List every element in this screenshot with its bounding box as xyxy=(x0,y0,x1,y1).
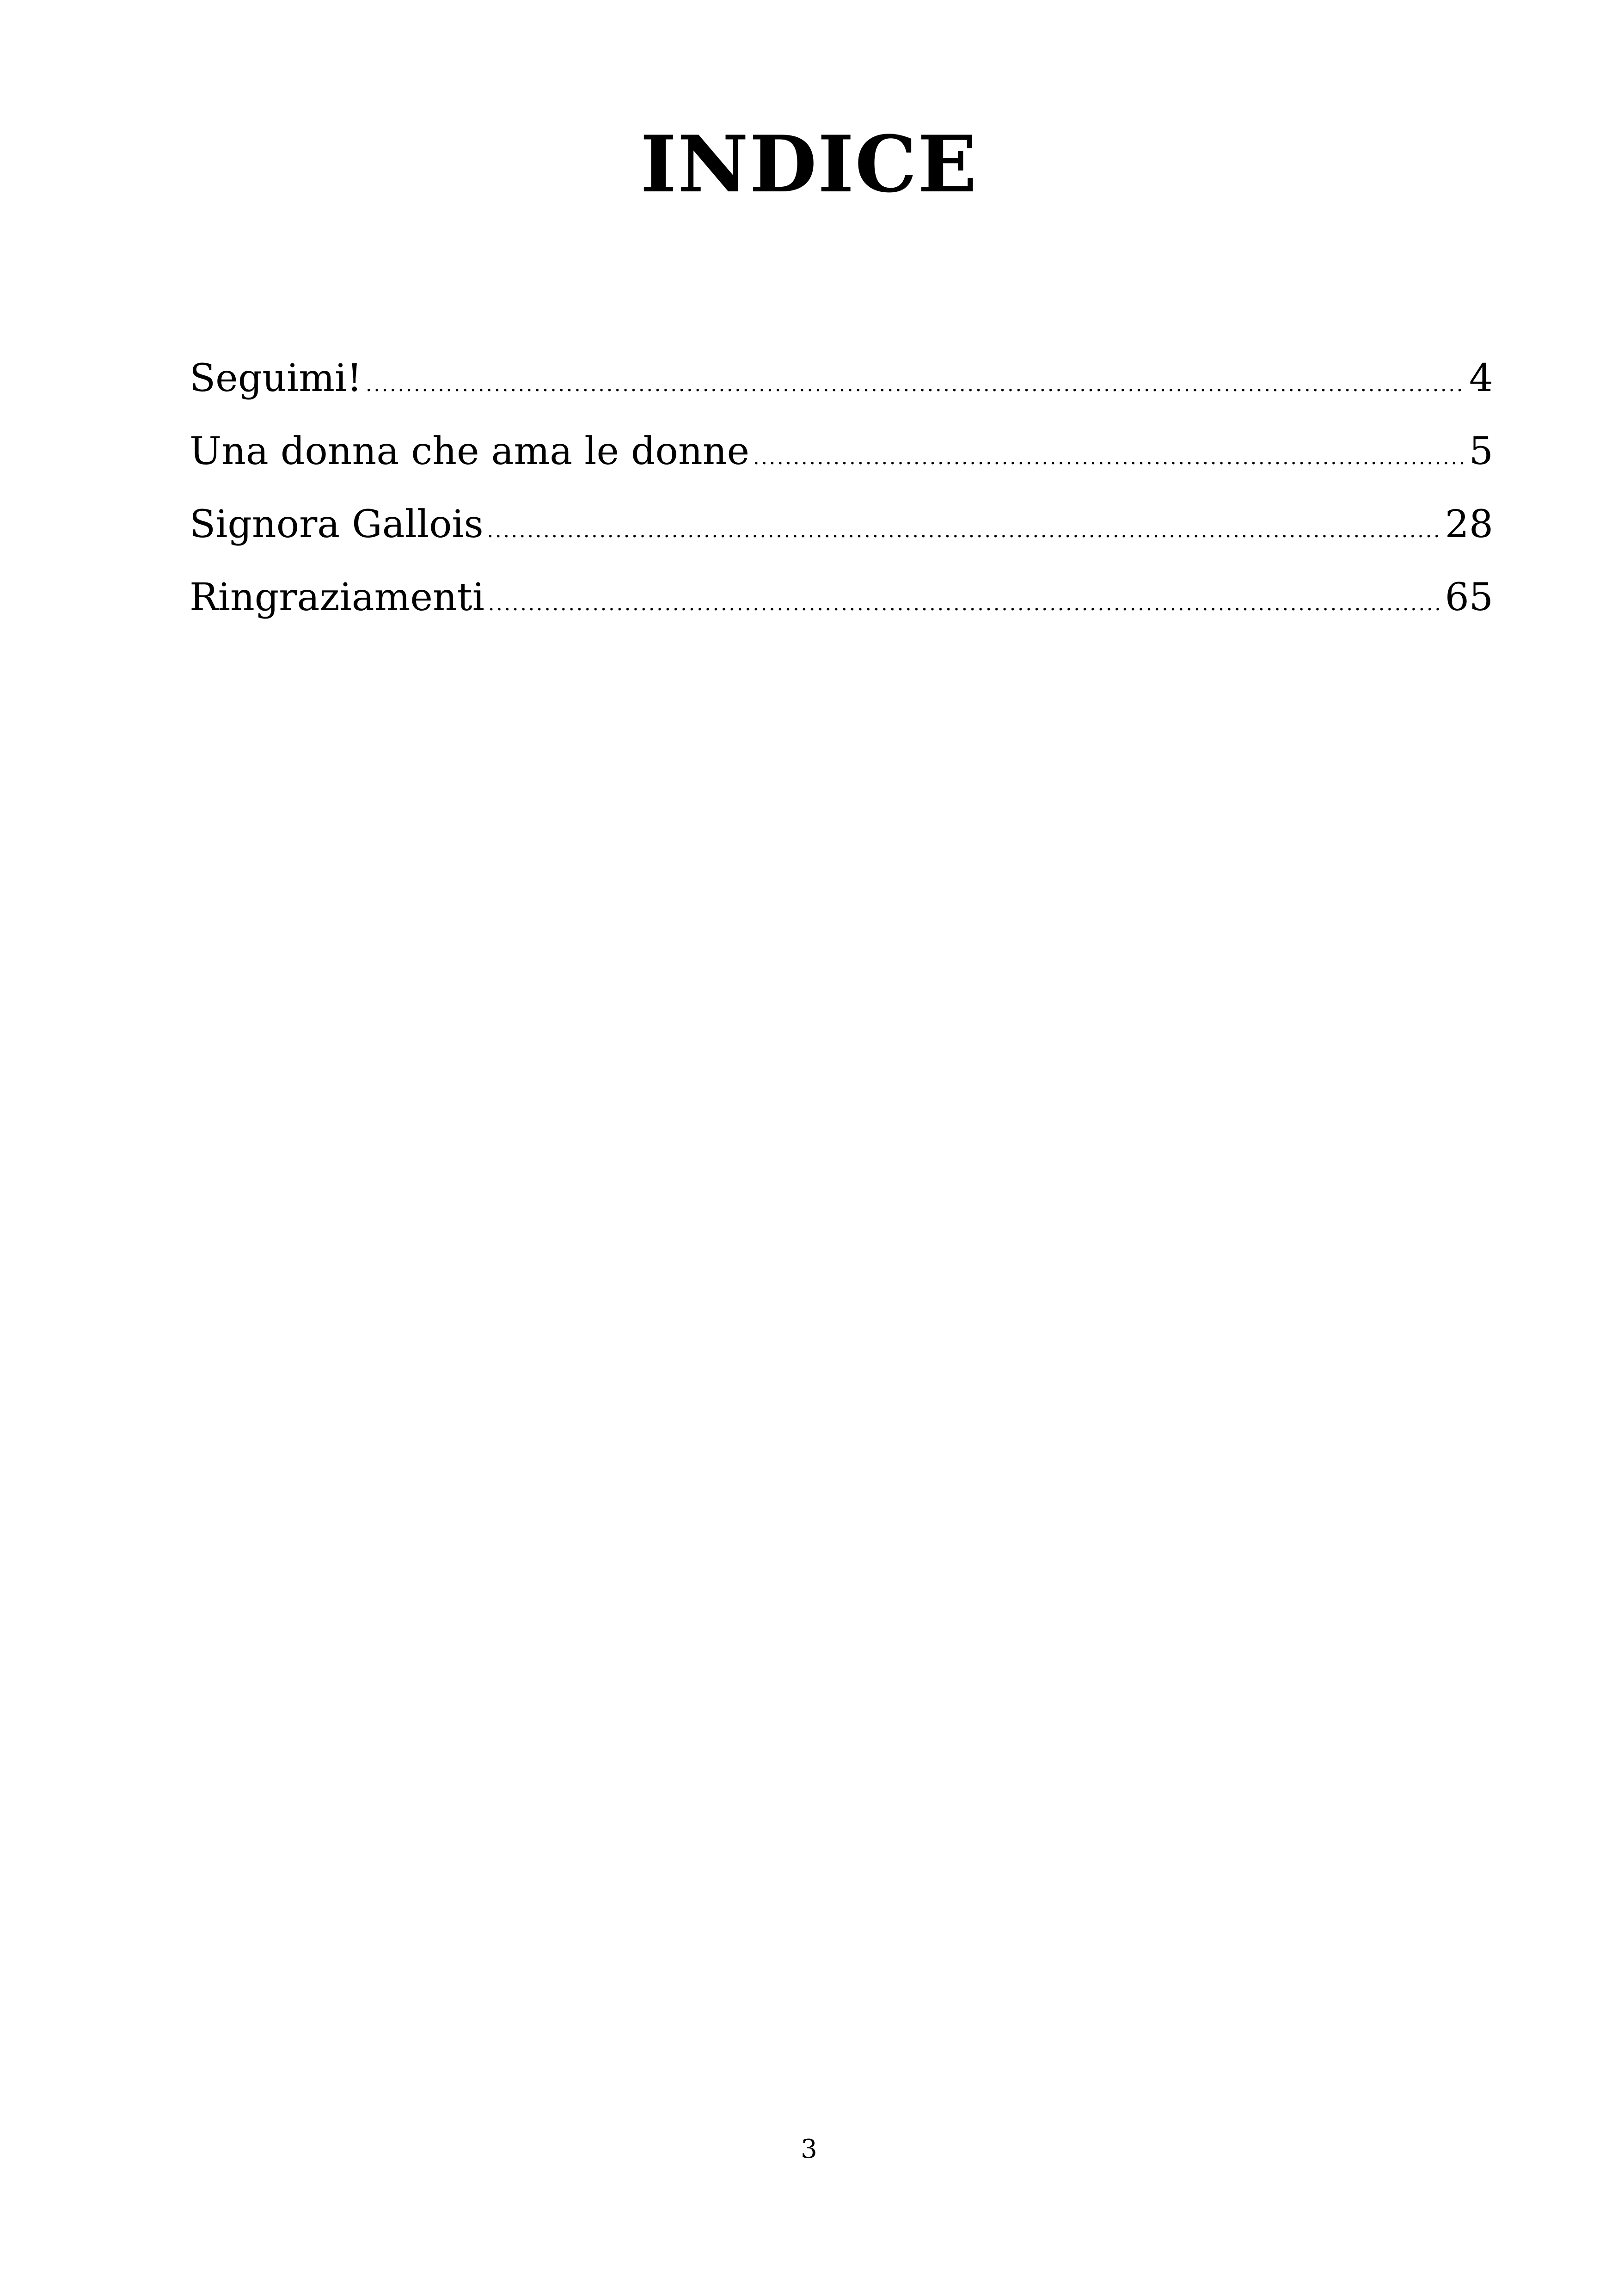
toc-entry-ringraziamenti[interactable] xyxy=(190,561,1493,634)
toc-dot-leader xyxy=(487,494,1441,567)
page-number: 3 xyxy=(801,2134,817,2164)
toc-entry-page: 28 xyxy=(1445,502,1493,546)
toc-entry-title: Ringraziamenti xyxy=(190,576,484,619)
toc-entry-seguimi[interactable] xyxy=(190,342,1493,415)
toc-dot-leader xyxy=(366,348,1465,421)
toc-entry-page: 4 xyxy=(1469,356,1493,400)
page-title: INDICE xyxy=(640,118,978,210)
toc-entry-signora-gallois[interactable] xyxy=(190,488,1493,561)
toc-entry-title: Seguimi! xyxy=(190,356,362,400)
toc-entry-page: 65 xyxy=(1445,576,1493,619)
toc-dot-leader xyxy=(753,421,1465,494)
toc-entry-title: Una donna che ama le donne xyxy=(190,429,750,473)
toc-entry-page: 5 xyxy=(1469,429,1493,473)
toc-entry-title: Signora Gallois xyxy=(190,502,484,546)
table-of-contents xyxy=(190,342,1493,634)
toc-dot-leader xyxy=(488,567,1441,640)
toc-entry-una-donna[interactable] xyxy=(190,415,1493,488)
